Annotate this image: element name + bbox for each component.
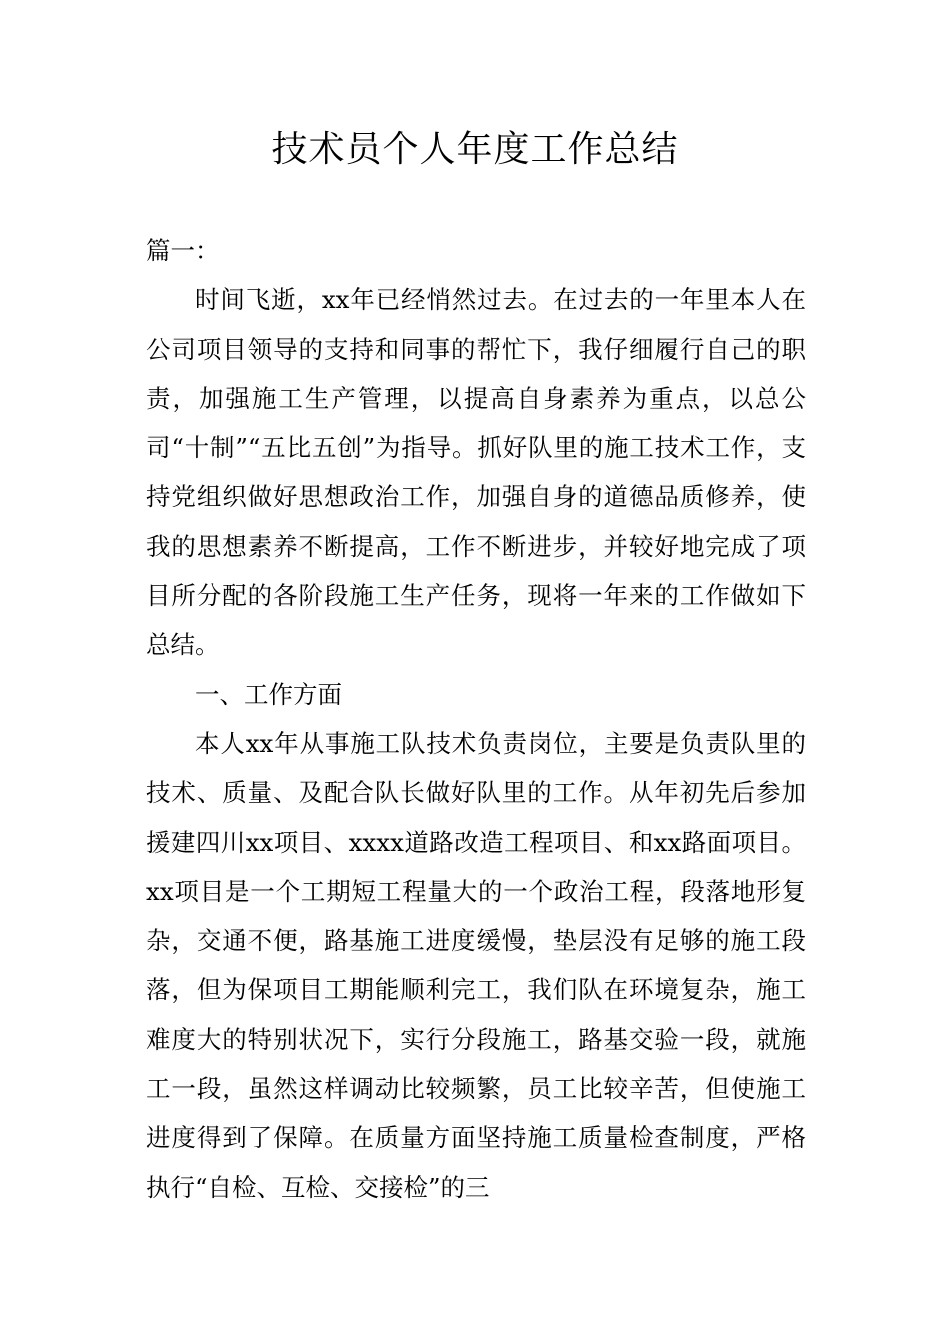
- section-heading-work: 一、工作方面: [195, 679, 342, 709]
- document-title: 技术员个人年度工作总结: [271, 129, 679, 170]
- section-label: 篇一：: [146, 236, 220, 265]
- paragraph-work: 本人xx年从事施工队技术负责岗位，主要是负责队里的技术、质量、及配合队长做好队里的工作。从年初先后参加援建四川xx项目、xxxx道路改造工程项目、和xx路面项目。xx项目是一个工期短工程量大的一个政治工程，段落地形复杂，交通不便，路基施工进度缓慢，垫层没有足够的施工段落，但为保项目工期能顺利完工，我们队在环境复杂，施工难度大的特别状况下，实行分段施工，路基交验一段，就施工一段，虽然这样调动比较频繁，员工比较辛苦，但使施工进度得到了保障。在质量方面坚持施工质量检查制度，严格执行“自检、互检、交接检”的三: [146, 728, 806, 1202]
- paragraph-intro: 时间飞逝，xx年已经悄然过去。在过去的一年里本人在公司项目领导的支持和同事的帮忙下，我仔细履行自己的职责，加强施工生产管理，以提高自身素养为重点，以总公司“十制”“五比五创”为指导。抓好队里的施工技术工作，支持党组织做好思想政治工作，加强自身的道德品质修养，使我的思想素养不断提高，工作不断进步，并较好地完成了项目所分配的各阶段施工生产任务，现将一年来的工作做如下总结。: [146, 285, 806, 660]
- document-body: [146, 226, 806, 1212]
